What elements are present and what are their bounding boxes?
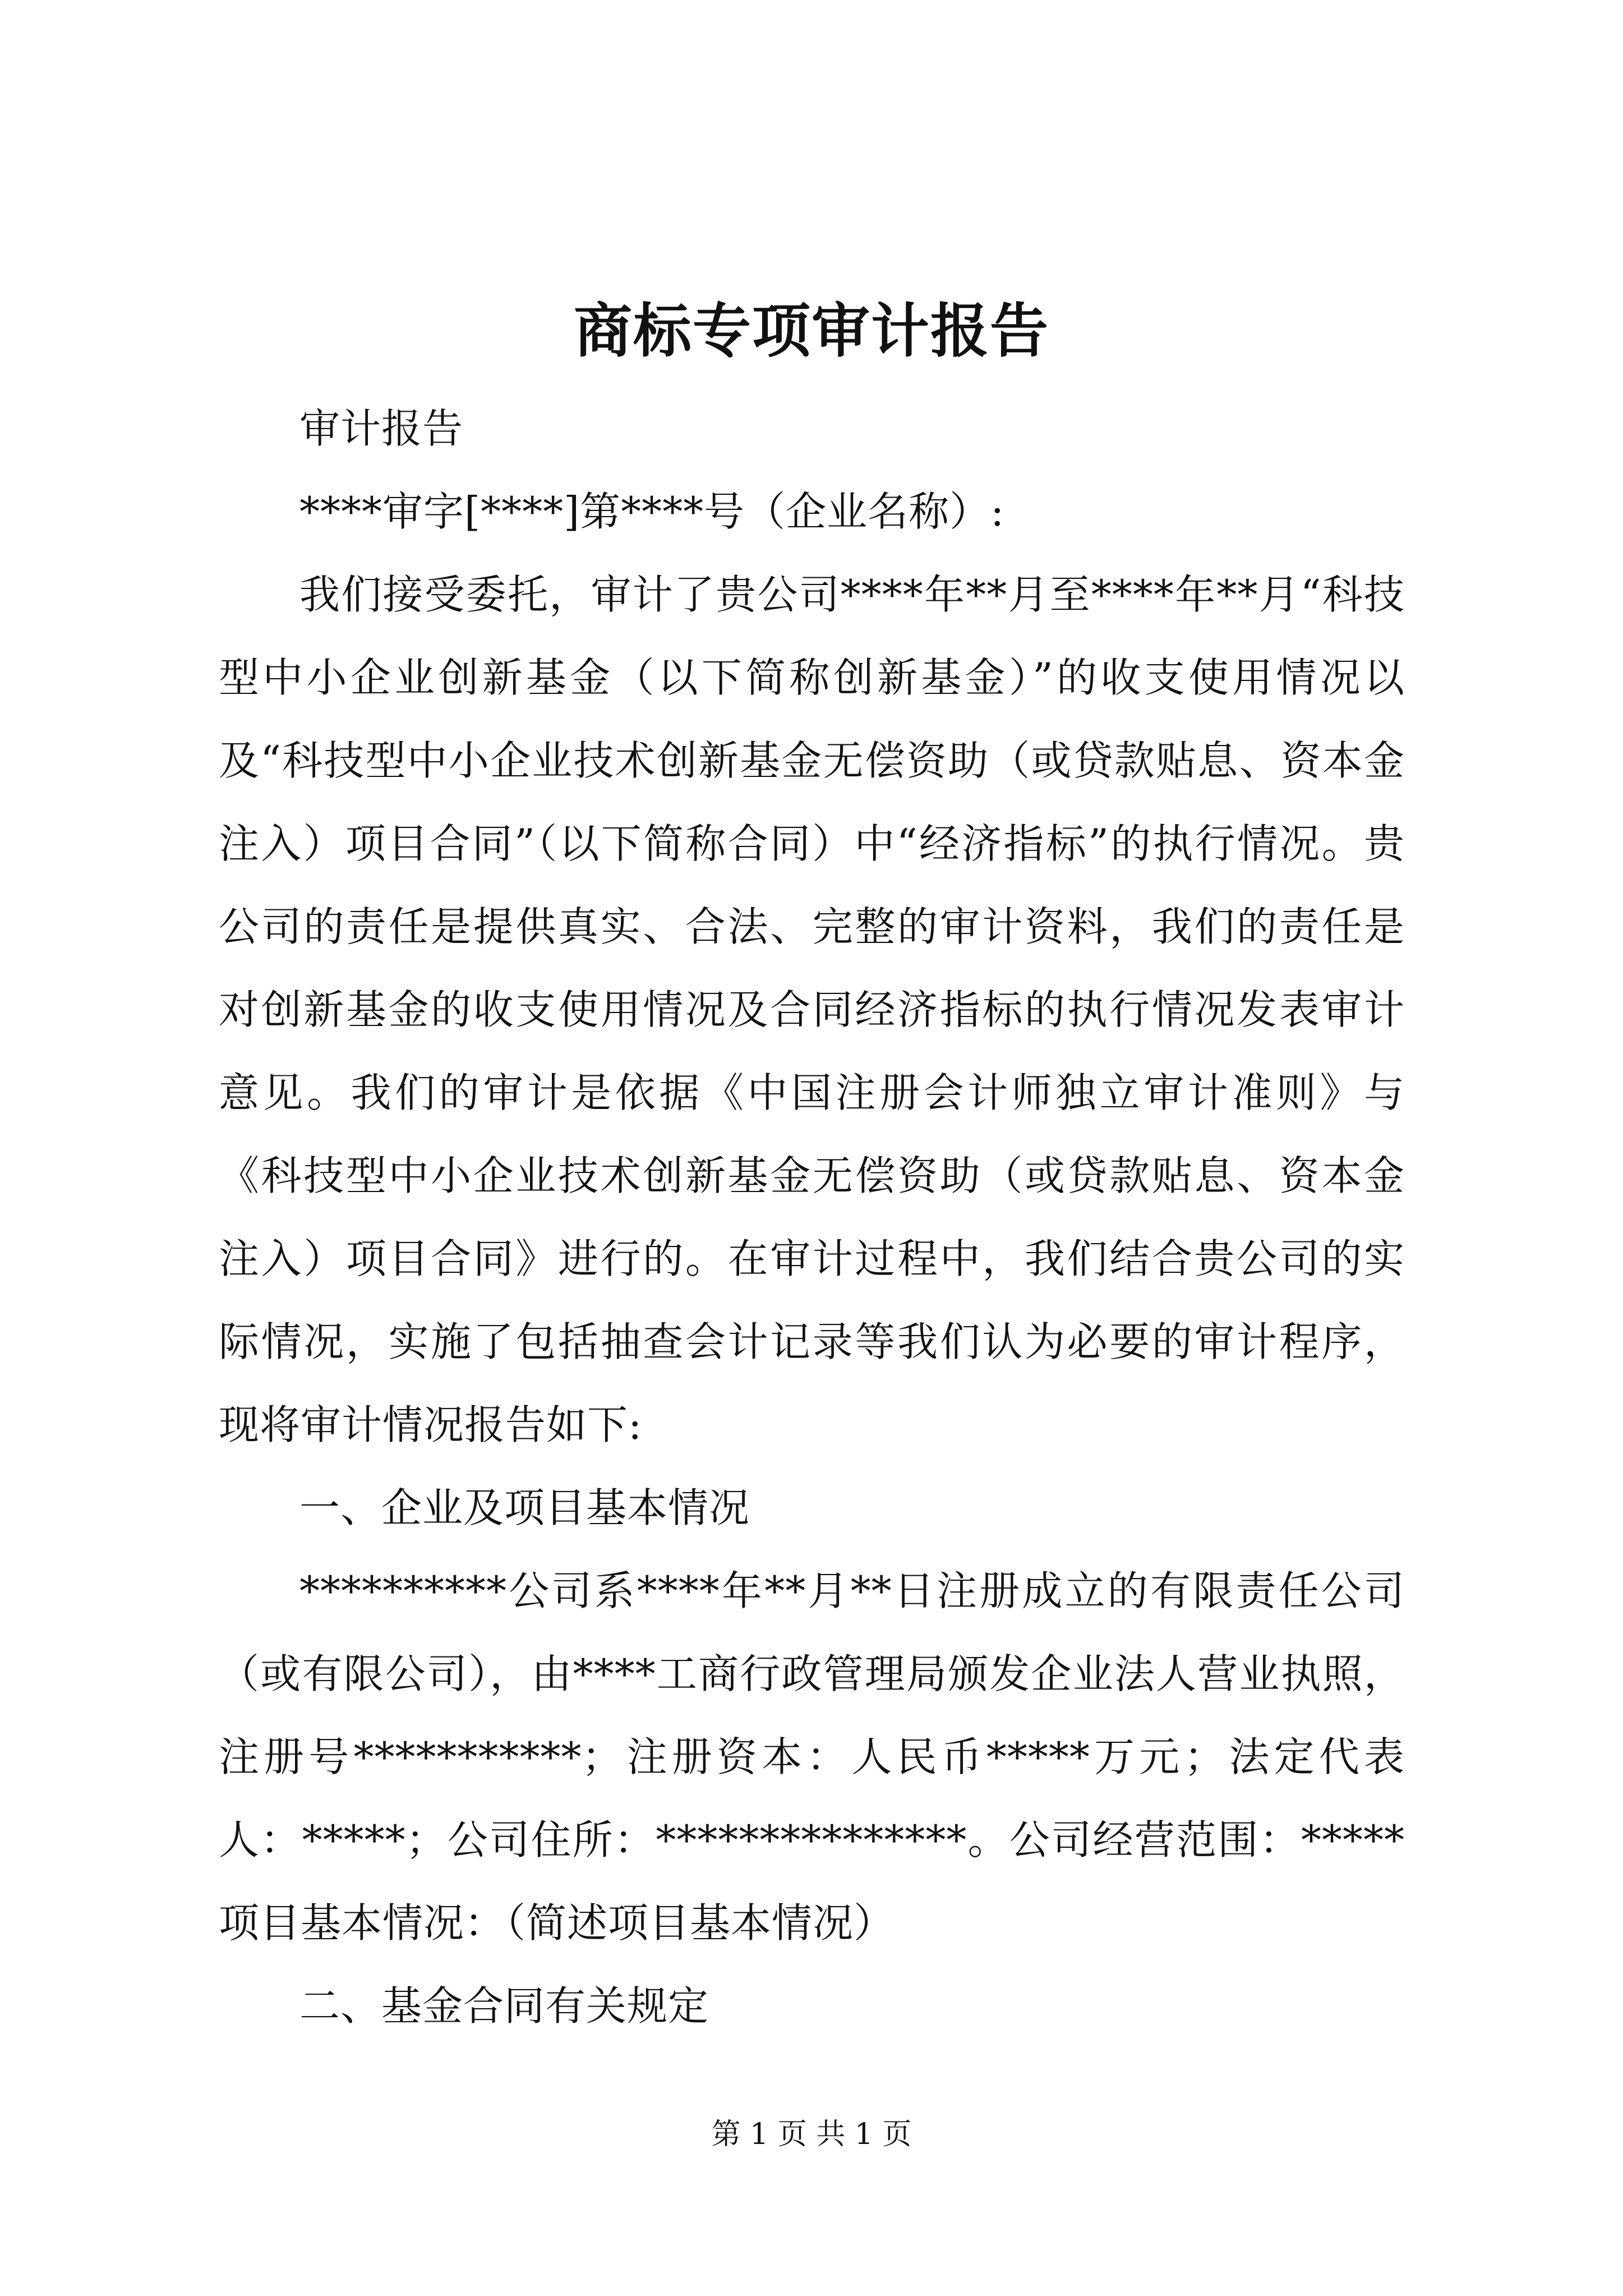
document-body [219, 387, 1405, 2047]
paragraph-report-label: 审计报告 [299, 405, 464, 452]
page-footer: 第 1 页 共 1 页 [711, 2118, 912, 2151]
paragraph-company-info: **********公司系****年**月**日注册成立的有限责任公司（或有限公司），由****工商行政管理局颁发企业法人营业执照，注册号***********；注册资本：人民币*****万元；法定代表人：*****；公司住所：***************。公司经营范围：*****项目基本情况：（简述项目基本情况） [219, 1567, 1405, 1947]
section-heading-1: 一、企业及项目基本情况 [299, 1484, 750, 1531]
document-title: 商标专项审计报告 [573, 296, 1049, 365]
paragraph-intro: 我们接受委托，审计了贵公司****年**月至****年**月“科技型中小企业创新基金（以下简称创新基金）”的收支使用情况以及“科技型中小企业技术创新基金无偿资助（或贷款贴息、资本金注入）项目合同”（以下简称合同）中“经济指标”的执行情况。贵公司的责任是提供真实、合法、完整的审计资料，我们的责任是对创新基金的收支使用情况及合同经济指标的执行情况发表审计意见。我们的审计是依据《中国注册会计师独立审计准则》与《科技型中小企业技术创新基金无偿资助（或贷款贴息、资本金注入）项目合同》进行的。在审计过程中，我们结合贵公司的实际情况，实施了包括抽查会计记录等我们认为必要的审计程序，现将审计情况报告如下: [219, 571, 1405, 1448]
section-heading-2: 二、基金合同有关规定 [299, 1982, 709, 2030]
paragraph-report-number: ****审字[****]第****号（企业名称）: [299, 488, 1005, 535]
